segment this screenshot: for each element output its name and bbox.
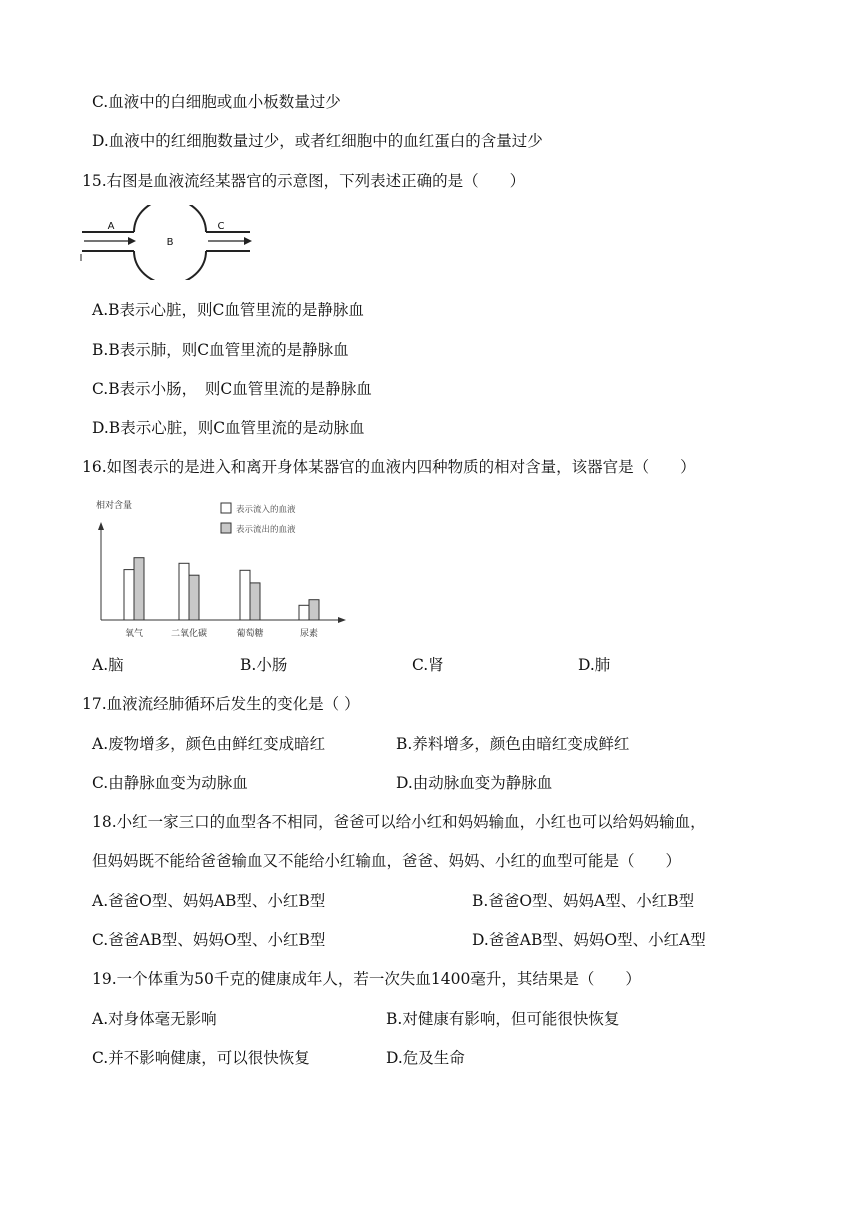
chart-y-axis-arrow [98, 522, 104, 530]
q16-option-a: A.脑 [92, 656, 124, 674]
q17-option-b: B.养料增多，颜色由暗红变成鲜红 [396, 735, 630, 753]
chart-bars [124, 558, 319, 620]
q18-option-c: C.爸爸AB型、妈妈O型、小红B型 [92, 931, 326, 949]
q15-option-a: A.B表示心脏，则C血管里流的是静脉血 [92, 301, 364, 319]
bar-oxygen-inflow [124, 570, 134, 620]
x-tick-label-urea: 尿素 [299, 629, 319, 639]
x-tick-label-oxygen: 氧气 [124, 629, 144, 639]
diagram-label-a: A [107, 221, 115, 232]
q14-option-d: D.血液中的红细胞数量过少，或者红细胞中的血红蛋白的含量过少 [92, 132, 543, 150]
q18-option-b: B.爸爸O型、妈妈A型、小红B型 [472, 892, 695, 910]
q17-option-a: A.废物增多，颜色由鲜红变成暗红 [92, 735, 326, 753]
bar-glucose-outflow [250, 583, 260, 620]
chart-ylabel: 相对含量 [96, 501, 133, 511]
q16-option-c: C.肾 [412, 656, 444, 674]
diagram-label-b: B [166, 237, 174, 248]
q15-option-c: C.B表示小肠， 则C血管里流的是静脉血 [92, 380, 372, 398]
bar-urea-outflow [309, 600, 319, 620]
x-tick-label-carbon-dioxide: 二氧化碳 [170, 629, 208, 639]
bar-carbon-dioxide-outflow [189, 575, 199, 620]
q15-option-d: D.B表示心脏，则C血管里流的是动脉血 [92, 419, 365, 437]
q15-option-b: B.B表示肺，则C血管里流的是静脉血 [92, 341, 349, 359]
q19-stem: 19.一个体重为50千克的健康成年人，若一次失血1400毫升，其结果是（ ） [92, 970, 641, 988]
bar-oxygen-outflow [134, 558, 144, 620]
q18-stem-line2: 但妈妈既不能给爸爸输血又不能给小红输血，爸爸、妈妈、小红的血型可能是（ ） [92, 852, 682, 870]
bar-carbon-dioxide-inflow [179, 563, 189, 620]
legend-label-inflow: 表示流入的血液 [236, 505, 296, 515]
diagram-vessel-a [82, 232, 136, 251]
chart-legend [221, 503, 296, 535]
q14-option-c: C.血液中的白细胞或血小板数量过少 [92, 93, 341, 111]
bar-glucose-inflow [240, 570, 250, 620]
q17-option-c: C.由静脉血变为动脉血 [92, 774, 248, 792]
q16-option-d: D.肺 [578, 656, 611, 674]
q19-option-c: C.并不影响健康，可以很快恢复 [92, 1049, 310, 1067]
bar-urea-inflow [299, 605, 309, 620]
q16-option-b: B.小肠 [240, 656, 288, 674]
q17-stem: 17.血液流经肺循环后发生的变化是（ ） [82, 695, 360, 713]
x-tick-label-glucose: 葡萄糖 [236, 629, 264, 639]
organ-blood-flow-diagram [78, 205, 258, 280]
legend-swatch-outflow [221, 523, 231, 533]
q16-stem: 16.如图表示的是进入和离开身体某器官的血液内四种物质的相对含量，该器官是（ ） [82, 458, 696, 476]
q19-option-b: B.对健康有影响，但可能很快恢复 [386, 1010, 620, 1028]
diagram-label-c: C [217, 221, 225, 232]
diagram-vessel-c [206, 232, 252, 251]
q18-option-a: A.爸爸O型、妈妈AB型、小红B型 [92, 892, 326, 910]
q17-option-d: D.由动脉血变为静脉血 [396, 774, 553, 792]
q18-stem-line1: 18.小红一家三口的血型各不相同，爸爸可以给小红和妈妈输血，小红也可以给妈妈输血， [92, 813, 706, 831]
substance-content-bar-chart [90, 494, 352, 644]
chart-x-axis-arrow [338, 617, 346, 623]
q19-option-a: A.对身体毫无影响 [92, 1010, 217, 1028]
legend-label-outflow: 表示流出的血液 [236, 525, 296, 535]
legend-swatch-inflow [221, 503, 231, 513]
q19-option-d: D.危及生命 [386, 1049, 465, 1067]
q15-stem: 15.右图是血液流经某器官的示意图，下列表述正确的是（ ） [82, 172, 526, 190]
q18-option-d: D.爸爸AB型、妈妈O型、小红A型 [472, 931, 706, 949]
